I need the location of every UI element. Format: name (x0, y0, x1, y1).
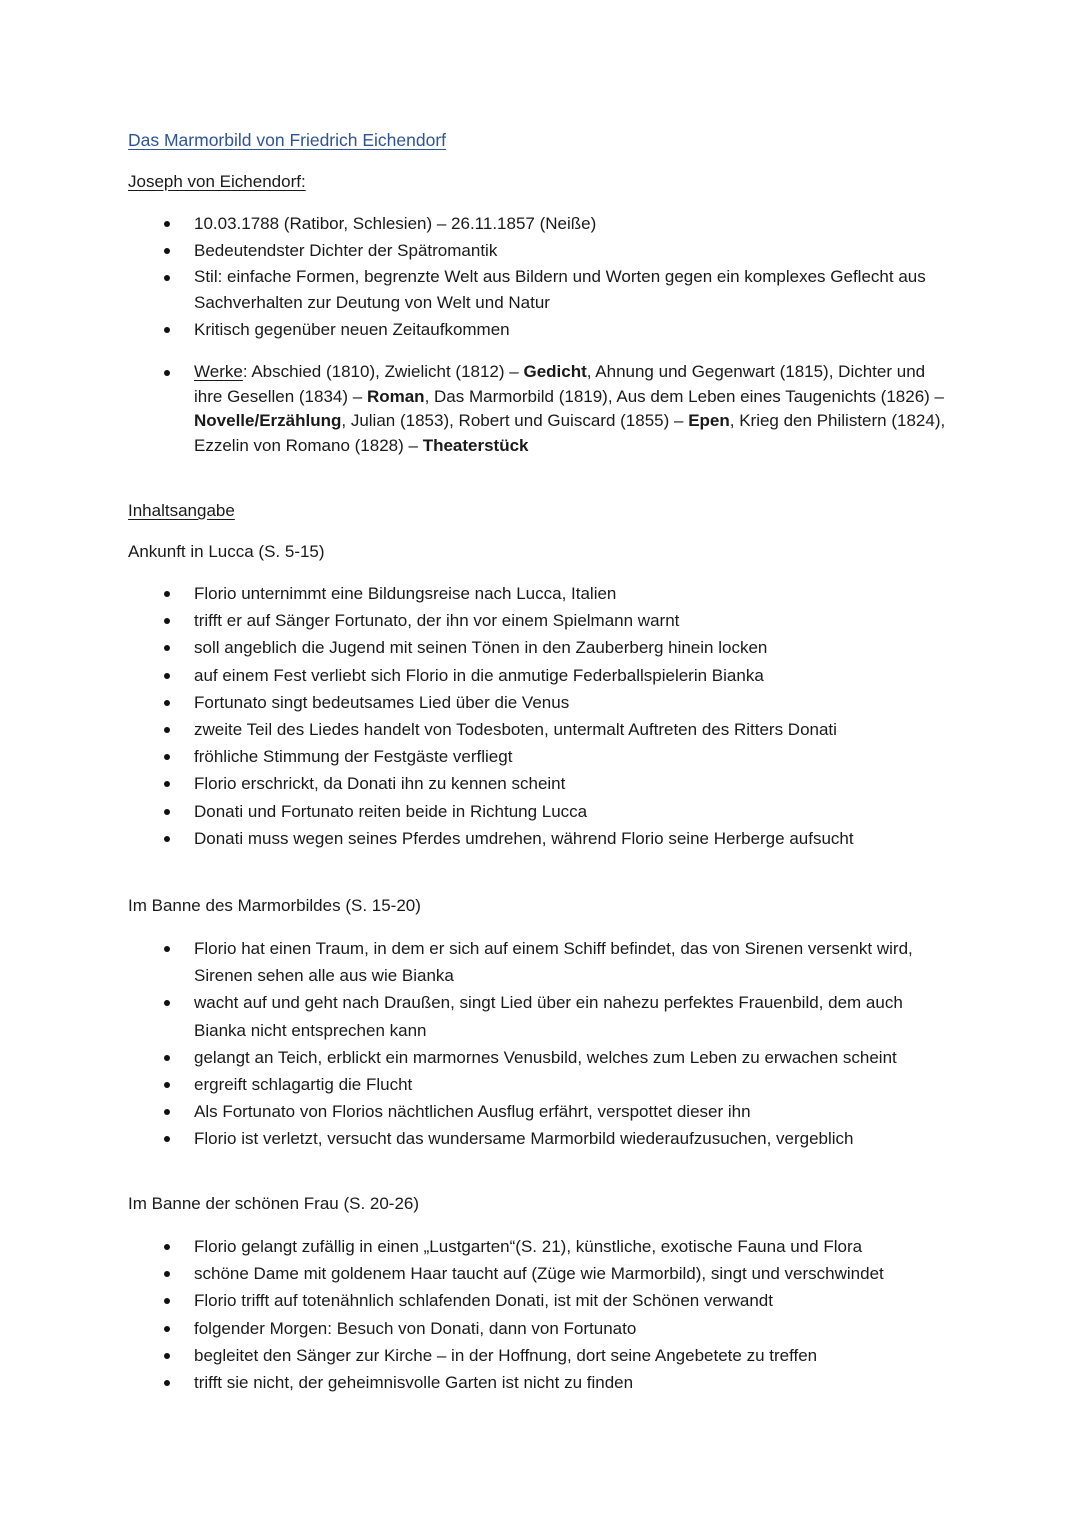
list-item: Florio trifft auf totenähnlich schlafenden Donati, ist mit der Schönen verwandt (128, 1287, 958, 1314)
document-title: Das Marmorbild von Friedrich Eichendorf (128, 130, 447, 150)
list-item: ergreift schlagartig die Flucht (128, 1071, 958, 1098)
list-item: Fortunato singt bedeutsames Lied über die Venus (128, 689, 958, 716)
list-item: Bedeutendster Dichter der Spätromantik (128, 237, 958, 264)
section-title: Im Banne des Marmorbildes (S. 15-20) (128, 896, 421, 915)
author-heading: Joseph von Eichendorf: (128, 172, 306, 191)
list-item: Florio gelangt zufällig in einen „Lustgarten“(S. 21), künstliche, exotische Fauna und Flora (128, 1233, 958, 1260)
list-item: Donati und Fortunato reiten beide in Richtung Lucca (128, 798, 958, 825)
section-list (128, 1233, 958, 1396)
genre-label: Epen (688, 411, 730, 431)
list-item: auf einem Fest verliebt sich Florio in die anmutige Federballspielerin Bianka (128, 662, 958, 689)
works-label: Werke (194, 362, 243, 381)
genre-label: Theaterstück (422, 435, 529, 455)
list-item: wacht auf und geht nach Draußen, singt Lied über ein nahezu perfektes Frauenbild, dem auch Bianka nicht entsprechen kann (128, 989, 958, 1043)
list-item: begleitet den Sänger zur Kirche – in der Hoffnung, dort seine Angebetete zu treffen (128, 1342, 958, 1369)
section-list (128, 580, 958, 852)
list-item: Als Fortunato von Florios nächtlichen Ausflug erfährt, verspottet dieser ihn (128, 1098, 958, 1125)
list-item: Florio hat einen Traum, in dem er sich auf einem Schiff befindet, das von Sirenen versenkt wird, Sirenen sehen alle aus wie Bianka (128, 935, 958, 989)
genre-label: Roman (366, 386, 425, 406)
section-title: Ankunft in Lucca (S. 5-15) (128, 542, 325, 561)
list-item: trifft sie nicht, der geheimnisvolle Garten ist nicht zu finden (128, 1369, 958, 1396)
section-title: Im Banne der schönen Frau (S. 20-26) (128, 1194, 420, 1213)
section-list (128, 935, 958, 1153)
works-list (128, 360, 958, 458)
list-item: Stil: einfache Formen, begrenzte Welt aus Bildern und Worten gegen ein komplexes Geflecht aus Sachverhalten zur Deutung von Welt und Natur (128, 264, 958, 316)
genre-label: Novelle/Erzählung (194, 411, 342, 431)
list-item: Florio erschrickt, da Donati ihn zu kennen scheint (128, 770, 958, 797)
list-item: Kritisch gegenüber neuen Zeitaufkommen (128, 316, 958, 343)
list-item: 10.03.1788 (Ratibor, Schlesien) – 26.11.1857 (Neiße) (128, 210, 958, 237)
list-item: soll angeblich die Jugend mit seinen Tönen in den Zauberberg hinein locken (128, 634, 958, 661)
works-item: Werke: Abschied (1810), Zwielicht (1812) – Gedicht, Ahnung und Gegenwart (1815), Dichter und ihre Gesellen (1834) – Roman, Das Marmorbild (1819), Aus dem Leben eines Taugenichts (1826) – Novelle/Erzählung, Julian (1853), Robert und Guiscard (1855) – Epen, Krieg den Philistern (1824), Ezzelin von Romano (1828) – Theaterstück (128, 360, 958, 458)
list-item: gelangt an Teich, erblickt ein marmornes Venusbild, welches zum Leben zu erwachen scheint (128, 1044, 958, 1071)
list-item: zweite Teil des Liedes handelt von Todesboten, untermalt Auftreten des Ritters Donati (128, 716, 958, 743)
genre-label: Gedicht (523, 362, 587, 381)
summary-heading: Inhaltsangabe (128, 501, 235, 520)
list-item: trifft er auf Sänger Fortunato, der ihn vor einem Spielmann warnt (128, 607, 958, 634)
author-facts-list (128, 210, 958, 344)
list-item: Florio unternimmt eine Bildungsreise nach Lucca, Italien (128, 580, 958, 607)
list-item: Florio ist verletzt, versucht das wundersame Marmorbild wiederaufzusuchen, vergeblich (128, 1125, 958, 1152)
list-item: folgender Morgen: Besuch von Donati, dann von Fortunato (128, 1315, 958, 1342)
list-item: schöne Dame mit goldenem Haar taucht auf (Züge wie Marmorbild), singt und verschwindet (128, 1260, 958, 1287)
list-item: fröhliche Stimmung der Festgäste verfliegt (128, 743, 958, 770)
list-item: Donati muss wegen seines Pferdes umdrehen, während Florio seine Herberge aufsucht (128, 825, 958, 852)
